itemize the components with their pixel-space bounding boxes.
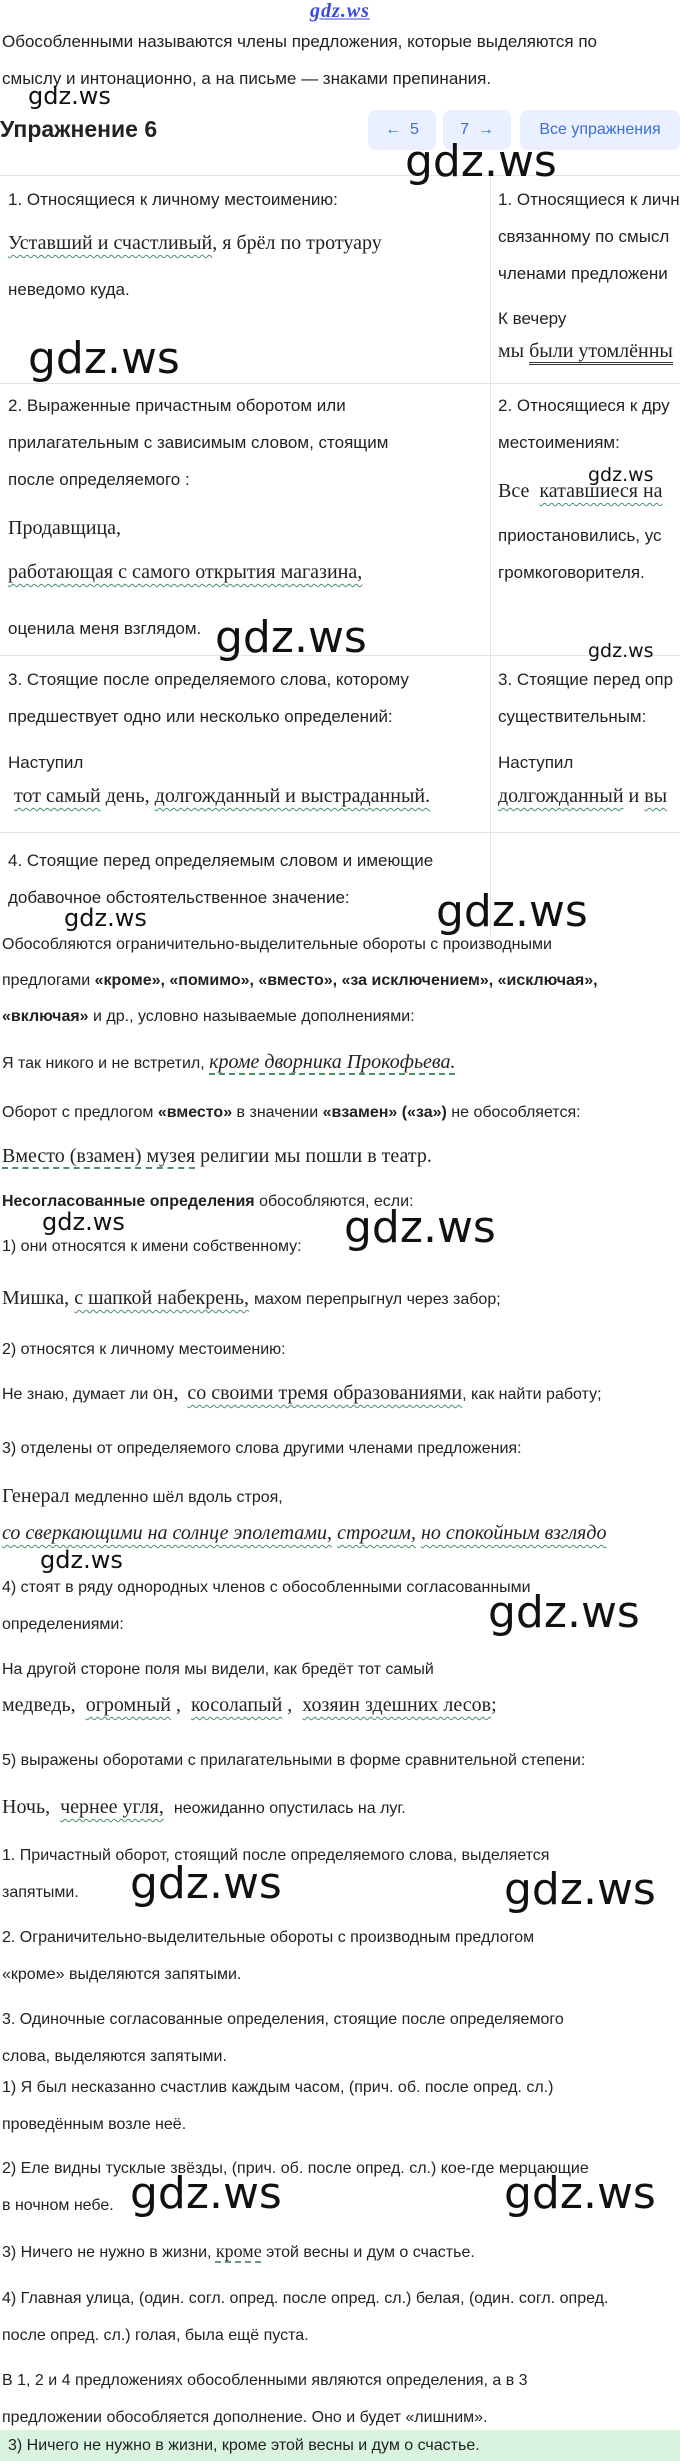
table-cell-example: Продавщица, <box>8 517 122 539</box>
table-divider <box>490 175 491 935</box>
answer-line: 3. Одиночные согласованные определения, стоящие после определяемого <box>2 2011 564 2028</box>
answer-line: В 1, 2 и 4 предложениях обособленными являются определения, а в 3 <box>2 2372 528 2389</box>
text-line <box>2 963 598 999</box>
answer-line: 2) Еле видны тусклые звёзды, (прич. об. после опред. сл.) кое-где мерцающие <box>2 2160 589 2177</box>
watermark-logo: gdz.ws <box>64 904 147 932</box>
example-fragment: день, <box>105 785 150 807</box>
example-fragment: огромный <box>85 1694 172 1716</box>
example-fragment: чернее угля, <box>60 1796 164 1818</box>
table-cell-title: связанному по смысл <box>498 227 670 246</box>
watermark-logo: gdz.ws <box>130 2168 282 2219</box>
example-fragment: мы <box>498 340 525 362</box>
example-fragment: Вместо (взамен) <box>2 1145 142 1167</box>
answer-line: предложении обособляется дополнение. Оно и будет «лишним». <box>2 2409 488 2426</box>
table-cell-title: местоимениям: <box>498 433 620 452</box>
arrow-left-icon: ← <box>385 121 402 138</box>
example-line <box>2 1522 606 1545</box>
text-fragment: в значении <box>232 1104 323 1121</box>
final-answer: 3) Ничего не нужно в жизни, кроме этой весны и дум о счастье. <box>8 2437 480 2454</box>
text-line: 3) отделены от определяемого слова другими членами предложения: <box>2 1440 522 1457</box>
table-cell-title: 2. Выраженные причастным оборотом или <box>8 396 346 415</box>
example-fragment: долгожданный и выстраданный. <box>154 785 431 807</box>
example-fragment: , как найти работу; <box>462 1386 602 1403</box>
example-fragment: работающая с самого открытия магазина, <box>8 561 363 583</box>
table-cell-example <box>498 785 667 808</box>
table-cell-text: громкоговорителя. <box>498 563 645 582</box>
table-cell-title: прилагательным с зависимым словом, стоящим <box>8 433 389 452</box>
all-exercises-button[interactable]: Все упражнения <box>520 110 680 150</box>
answer-line: 1) Я был несказанно счастлив каждым часом, (прич. об. после опред. сл.) <box>2 2079 554 2096</box>
example-fragment: вы <box>644 785 668 807</box>
example-fragment: , я брёл по тротуару <box>212 232 382 254</box>
example-line <box>2 1145 432 1168</box>
example-fragment: долгожданный <box>498 785 624 807</box>
example-fragment: Уставший и счастливый <box>8 232 213 254</box>
text-fragment: и др., условно называемые дополнениями: <box>88 1008 415 1025</box>
table-row-line <box>0 832 680 833</box>
example-fragment: были утомлённы <box>529 340 673 365</box>
text-line: На другой стороне поля мы видели, как бредёт тот самый <box>2 1661 434 1678</box>
example-fragment: медведь, <box>2 1694 76 1716</box>
example-line <box>2 1382 602 1405</box>
answer-line: 2. Ограничительно-выделительные обороты с производным предлогом <box>2 1929 535 1946</box>
table-cell-title: 1. Относящиеся к личному местоимению: <box>8 190 338 209</box>
example-line <box>2 1287 501 1310</box>
example-fragment: тот самый <box>14 785 101 807</box>
table-cell-example <box>498 340 673 363</box>
example-fragment: Мишка, <box>2 1287 70 1309</box>
table-cell-title: предшествует одно или несколько определений: <box>8 707 393 726</box>
text-fragment: «кроме», «помимо», «вместо», «за исключением», «исключая», <box>94 972 598 989</box>
example-fragment: косолапый <box>191 1694 283 1716</box>
table-cell-title: 3. Стоящие после определяемого слова, которому <box>8 670 409 689</box>
table-cell-text: приостановились, ус <box>498 526 662 545</box>
text-line <box>2 999 415 1035</box>
example-fragment: , <box>287 1694 293 1716</box>
example-fragment: катавшиеся на <box>539 480 663 502</box>
site-logo[interactable]: gdz.ws <box>310 0 370 22</box>
watermark-logo: gdz.ws <box>28 82 111 110</box>
answer-line: после опред. сл.) голая, была ещё пуста. <box>2 2327 309 2344</box>
answer-line: проведённым возле неё. <box>2 2116 187 2133</box>
example-fragment: религии мы пошли в театр. <box>200 1145 432 1167</box>
text-fragment: предлогами <box>2 972 95 989</box>
example-line <box>2 1485 283 1508</box>
example-fragment: со сверкающими на солнце эполетами, <box>2 1522 333 1544</box>
watermark-logo: gdz.ws <box>28 333 180 384</box>
table-cell-example <box>8 232 382 255</box>
example-fragment: с шапкой набекрень, <box>74 1287 249 1309</box>
text-fragment: Я так никого и не встретил, <box>2 1055 205 1072</box>
text-fragment: Несогласованные определения <box>2 1193 255 1210</box>
text-line: определениями: <box>2 1616 124 1633</box>
text-fragment: кроме <box>215 2241 262 2261</box>
example-fragment: но спокойным взглядо <box>420 1522 607 1544</box>
watermark-logo: gdz.ws <box>405 136 557 187</box>
example-fragment: Не знаю, думает ли <box>2 1386 149 1403</box>
text-fragment: 3) Ничего не нужно в жизни, <box>2 2244 212 2261</box>
text-fragment: «взамен» <box>322 1104 398 1121</box>
table-cell-title: существительным: <box>498 707 647 726</box>
answer-line: в ночном небе. <box>2 2197 114 2214</box>
table-cell-title: 2. Относящиеся к дру <box>498 396 670 415</box>
watermark-logo: gdz.ws <box>436 886 588 937</box>
answer-line: 4) Главная улица, (один. согл. опред. после опред. сл.) белая, (один. согл. опред. <box>2 2290 609 2307</box>
table-cell-title: членами предложени <box>498 264 668 283</box>
example-fragment: неожиданно опустилась на луг. <box>173 1800 406 1817</box>
text-fragment: обособляются, если: <box>254 1193 414 1210</box>
example-line <box>2 1044 455 1082</box>
text-line: 2) относятся к личному местоимению: <box>2 1341 286 1358</box>
exercise-title: Упражнение 6 <box>0 116 158 142</box>
watermark-logo: gdz.ws <box>488 1587 640 1638</box>
watermark-logo: gdz.ws <box>344 1202 496 1253</box>
watermark-logo: gdz.ws <box>588 464 654 486</box>
example-fragment: медленно шёл вдоль строя, <box>74 1489 283 1506</box>
text-fragment: «вместо» <box>157 1104 233 1121</box>
table-cell-text: Наступил <box>498 753 574 772</box>
text-fragment: не обособляется: <box>446 1104 581 1121</box>
watermark-logo: gdz.ws <box>504 2168 656 2219</box>
example-fragment: кроме дворника Прокофьева. <box>209 1051 456 1073</box>
example-line <box>2 1796 406 1819</box>
watermark-logo: gdz.ws <box>215 612 367 663</box>
answer-line <box>2 2233 475 2271</box>
example-fragment: , <box>176 1694 182 1716</box>
table-cell-title: 1. Относящиеся к личн <box>498 190 680 209</box>
final-answer-highlight <box>0 2430 680 2461</box>
table-cell-title: после определяемого : <box>8 470 190 489</box>
answer-line: 1. Причастный оборот, стоящий после определяемого слова, выделяется <box>2 1847 550 1864</box>
watermark-logo: gdz.ws <box>130 1858 282 1909</box>
answer-line: запятыми. <box>2 1884 79 1901</box>
table-cell-text: Наступил <box>8 753 84 772</box>
table-cell-example <box>14 785 430 808</box>
table-cell-title: 4. Стоящие перед определяемым словом и имеющие <box>8 851 434 870</box>
watermark-logo: gdz.ws <box>42 1208 125 1236</box>
example-fragment: строгим, <box>337 1522 416 1544</box>
table-cell-title: 3. Стоящие перед опр <box>498 670 674 689</box>
table-cell-example <box>8 561 362 584</box>
watermark-logo: gdz.ws <box>40 1546 123 1574</box>
table-cell-title: добавочное обстоятельственное значение: <box>8 888 350 907</box>
example-fragment: махом перепрыгнул через забор; <box>253 1291 501 1308</box>
table-cell-text: неведомо куда. <box>8 280 130 299</box>
example-line <box>2 1694 497 1717</box>
example-fragment: ; <box>491 1694 497 1716</box>
text-fragment: «включая» <box>2 1008 89 1025</box>
intro-line-1: Обособленными называются члены предложения, которые выделяются по <box>2 32 597 51</box>
answer-line: слова, выделяются запятыми. <box>2 2048 227 2065</box>
text-fragment: Оборот с предлогом <box>2 1104 158 1121</box>
watermark-logo: gdz.ws <box>588 640 654 662</box>
text-line: 1) они относятся к имени собственному: <box>2 1238 302 1255</box>
answer-line: «кроме» выделяются запятыми. <box>2 1966 242 1983</box>
watermark-logo: gdz.ws <box>504 1864 656 1915</box>
text-line <box>2 1095 581 1131</box>
example-fragment: Генерал <box>2 1485 70 1507</box>
text-fragment: этой весны и дум о счастье. <box>266 2244 475 2261</box>
table-cell-text: оценила меня взглядом. <box>8 619 202 638</box>
table-cell-text: К вечеру <box>498 309 567 328</box>
example-fragment: Все <box>498 480 530 502</box>
arrow-right-icon: → <box>477 121 494 138</box>
text-line: Обособляются ограничительно-выделительные обороты с производными <box>2 936 552 953</box>
example-fragment: музея <box>146 1145 196 1167</box>
text-line: 5) выражены оборотами с прилагательными в форме сравнительной степени: <box>2 1752 586 1769</box>
example-fragment: Ночь, <box>2 1796 51 1818</box>
text-fragment: («за») <box>397 1104 447 1121</box>
example-fragment: со своими тремя образованиями <box>187 1382 463 1404</box>
text-line: 4) стоят в ряду однородных членов с обособленными согласованными <box>2 1579 531 1596</box>
next-exercise-label: 7 <box>460 121 469 138</box>
example-fragment: он, <box>152 1382 179 1404</box>
intro-line-2: смыслу и интонационно, а на письме — знаками препинания. <box>2 69 492 88</box>
table-row-line <box>0 175 680 176</box>
prev-exercise-label: 5 <box>409 121 419 138</box>
example-fragment: хозяин здешних лесов <box>302 1694 492 1716</box>
example-fragment: и <box>628 785 640 807</box>
